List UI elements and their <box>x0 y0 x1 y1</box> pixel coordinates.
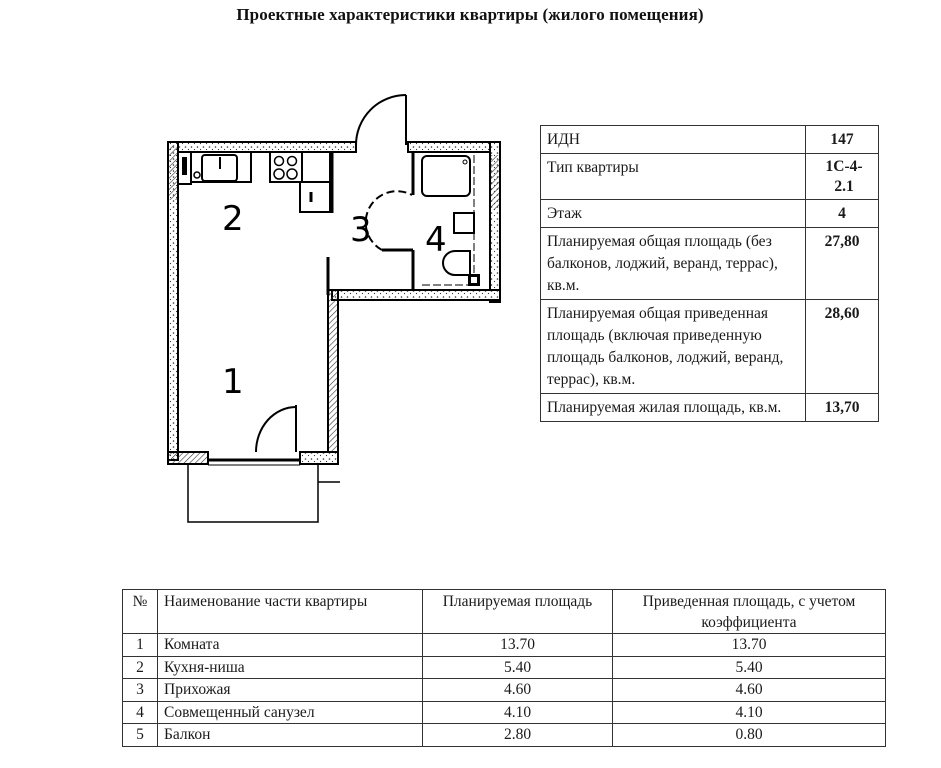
summary-label: Тип квартиры <box>541 154 806 200</box>
floor-plan <box>160 85 505 530</box>
cell-number: 1 <box>123 634 158 657</box>
entry-door <box>356 95 406 145</box>
balcony <box>188 465 340 522</box>
cell-reduced-area: 5.40 <box>613 656 886 679</box>
summary-row-reduced-area <box>541 300 879 394</box>
cell-reduced-area: 13.70 <box>613 634 886 657</box>
apartment-parts-table <box>122 589 886 747</box>
room-label-2: 2 <box>222 199 244 239</box>
cell-number: 4 <box>123 701 158 724</box>
table-row <box>123 701 886 724</box>
summary-row-total-area <box>541 228 879 300</box>
exterior-walls <box>168 142 500 465</box>
cell-planned-area: 5.40 <box>423 656 613 679</box>
table-row <box>123 679 886 702</box>
cell-name: Комната <box>158 634 423 657</box>
kitchen-fixtures <box>178 152 330 212</box>
cell-name: Кухня-ниша <box>158 656 423 679</box>
cell-planned-area: 4.60 <box>423 679 613 702</box>
summary-value: 28,60 <box>806 300 879 394</box>
cell-name: Совмещенный санузел <box>158 701 423 724</box>
summary-row-type <box>541 154 879 200</box>
cell-name: Прихожая <box>158 679 423 702</box>
cell-reduced-area: 0.80 <box>613 724 886 747</box>
page-title: Проектные характеристики квартиры (жилого помещения) <box>236 5 704 24</box>
summary-label: ИДН <box>541 126 806 154</box>
summary-label: Этаж <box>541 200 806 228</box>
col-header-reduced-area: Приведенная площадь, с учетом коэффициента <box>613 590 886 634</box>
col-header-number: № <box>123 590 158 634</box>
room-label-4: 4 <box>425 220 447 260</box>
cell-reduced-area: 4.10 <box>613 701 886 724</box>
col-header-planned-area: Планируемая площадь <box>423 590 613 634</box>
summary-label: Планируемая общая площадь (без балконов, лоджий, веранд, террас), кв.м. <box>541 228 806 300</box>
col-header-name: Наименование части квартиры <box>158 590 423 634</box>
bathroom-door <box>366 191 412 250</box>
summary-value: 27,80 <box>806 228 879 300</box>
cell-reduced-area: 4.60 <box>613 679 886 702</box>
summary-row-floor <box>541 200 879 228</box>
summary-row-idn <box>541 126 879 154</box>
summary-value: 4 <box>806 200 879 228</box>
room-label-3: 3 <box>350 210 372 250</box>
cell-number: 5 <box>123 724 158 747</box>
parts-header-row <box>123 590 886 634</box>
table-row <box>123 634 886 657</box>
cell-planned-area: 13.70 <box>423 634 613 657</box>
balcony-door <box>256 405 296 452</box>
cell-name: Балкон <box>158 724 423 747</box>
summary-label: Планируемая общая приведенная площадь (включая приведенную площадь балконов, лоджий, веранд, террас), кв.м. <box>541 300 806 394</box>
table-row <box>123 724 886 747</box>
cell-number: 3 <box>123 679 158 702</box>
room-label-1: 1 <box>222 362 244 402</box>
cell-number: 2 <box>123 656 158 679</box>
cell-planned-area: 2.80 <box>423 724 613 747</box>
summary-value: 13,70 <box>806 394 879 422</box>
summary-value: 147 <box>806 126 879 154</box>
summary-value: 1С-4-2.1 <box>806 154 879 200</box>
summary-row-living-area <box>541 394 879 422</box>
apartment-summary-table <box>540 125 879 422</box>
summary-label: Планируемая жилая площадь, кв.м. <box>541 394 806 422</box>
table-row <box>123 656 886 679</box>
cell-planned-area: 4.10 <box>423 701 613 724</box>
